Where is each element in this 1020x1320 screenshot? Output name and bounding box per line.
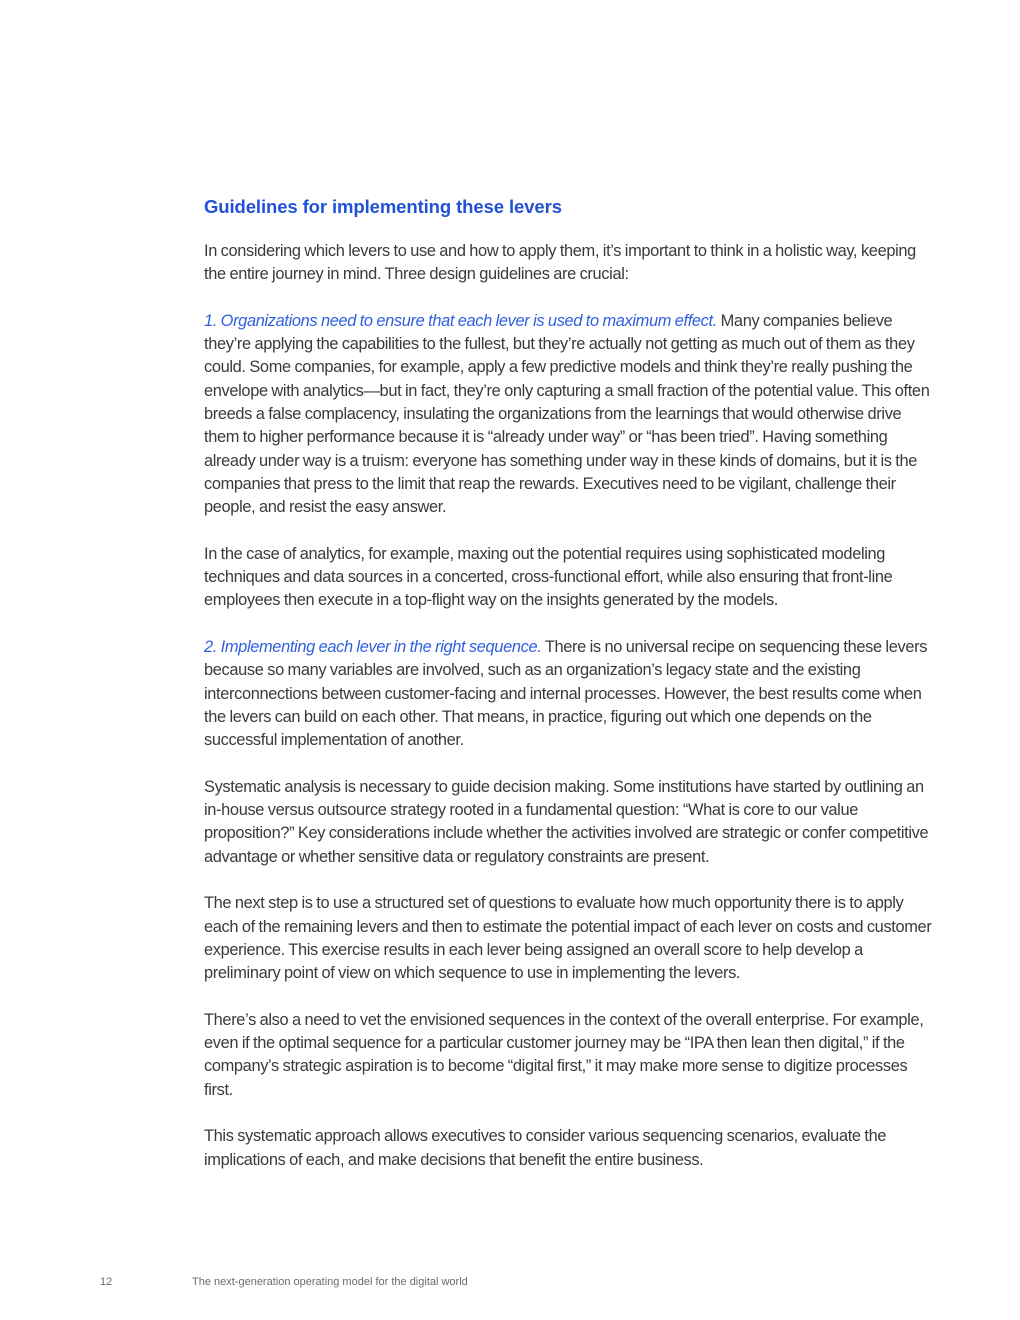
- systematic-approach-paragraph: This systematic approach allows executives to consider various sequencing scenarios, evaluate the implications of each, and make decisions that benefit the entire business.: [204, 1127, 887, 1169]
- guideline-1-paragraph: [204, 310, 934, 520]
- analytics-paragraph: In the case of analytics, for example, maxing out the potential requires using sophisticated modeling techniques and data sources in a concerted, cross-functional effort, while also ensuring that front-line employees then execute in a top-flight way on the insights generated by the models.: [204, 544, 893, 610]
- guideline-2-lead: 2. Implementing each lever in the right sequence.: [204, 638, 542, 657]
- next-step-paragraph: The next step is to use a structured set of questions to evaluate how much opportunity there is to apply each of the remaining levers and then to estimate the potential impact of each lever on costs and customer experience. This exercise results in each lever being assigned an overall score to help develop a preliminary point of view on which sequence to use in implementing the levers.: [204, 894, 932, 983]
- guideline-1-lead: 1. Organizations need to ensure that each lever is used to maximum effect.: [204, 311, 717, 330]
- main-content: [204, 194, 934, 1195]
- systematic-analysis-paragraph: Systematic analysis is necessary to guide decision making. Some institutions have started by outlining an in-house versus outsource strategy rooted in a fundamental question: “What is core to our value proposition?” Key considerations include whether the activities involved are strategic or confer competitive advantage or whether sensitive data or regulatory constraints are present.: [204, 777, 929, 866]
- section-heading: Guidelines for implementing these levers: [204, 196, 562, 217]
- guideline-2-paragraph: [204, 636, 934, 752]
- page-number: 12: [100, 1276, 113, 1288]
- guideline-2-body: There is no universal recipe on sequencing these levers because so many variables are involved, such as an organization’s legacy state and the existing interconnections between customer-facing and internal processes. However, the best results come when the levers can build on each other. That means, in practice, figuring out which one depends on the successful implementation of another.: [204, 638, 928, 750]
- intro-paragraph: In considering which levers to use and how to apply them, it’s important to think in a holistic way, keeping the entire journey in mind. Three design guidelines are crucial:: [204, 242, 916, 284]
- vet-sequences-paragraph: There’s also a need to vet the envisioned sequences in the context of the overall enterprise. For example, even if the optimal sequence for a particular customer journey may be “IPA then lean then digital,” if the company’s strategic aspiration is to become “digital first,” it may make more sense to digitize processes first.: [204, 1010, 924, 1099]
- footer-title: The next-generation operating model for the digital world: [192, 1276, 468, 1288]
- guideline-1-body: Many companies believe they’re applying the capabilities to the fullest, but they’re actually not getting as much out of them as they could. Some companies, for example, apply a few predictive models and think they’re really pushing the envelope with analytics—but in fact, they’re only capturing a small fraction of the potential value. This often breeds a false complacency, insulating the organizations from the learnings that would otherwise drive them to higher performance because it is “already under way” or “has been tried”. Having something already under way is a truism: everyone has something under way in these kinds of domains, but it is the companies that press to the limit that reap the rewards. Executives need to be vigilant, challenge their people, and resist the easy answer.: [204, 311, 930, 517]
